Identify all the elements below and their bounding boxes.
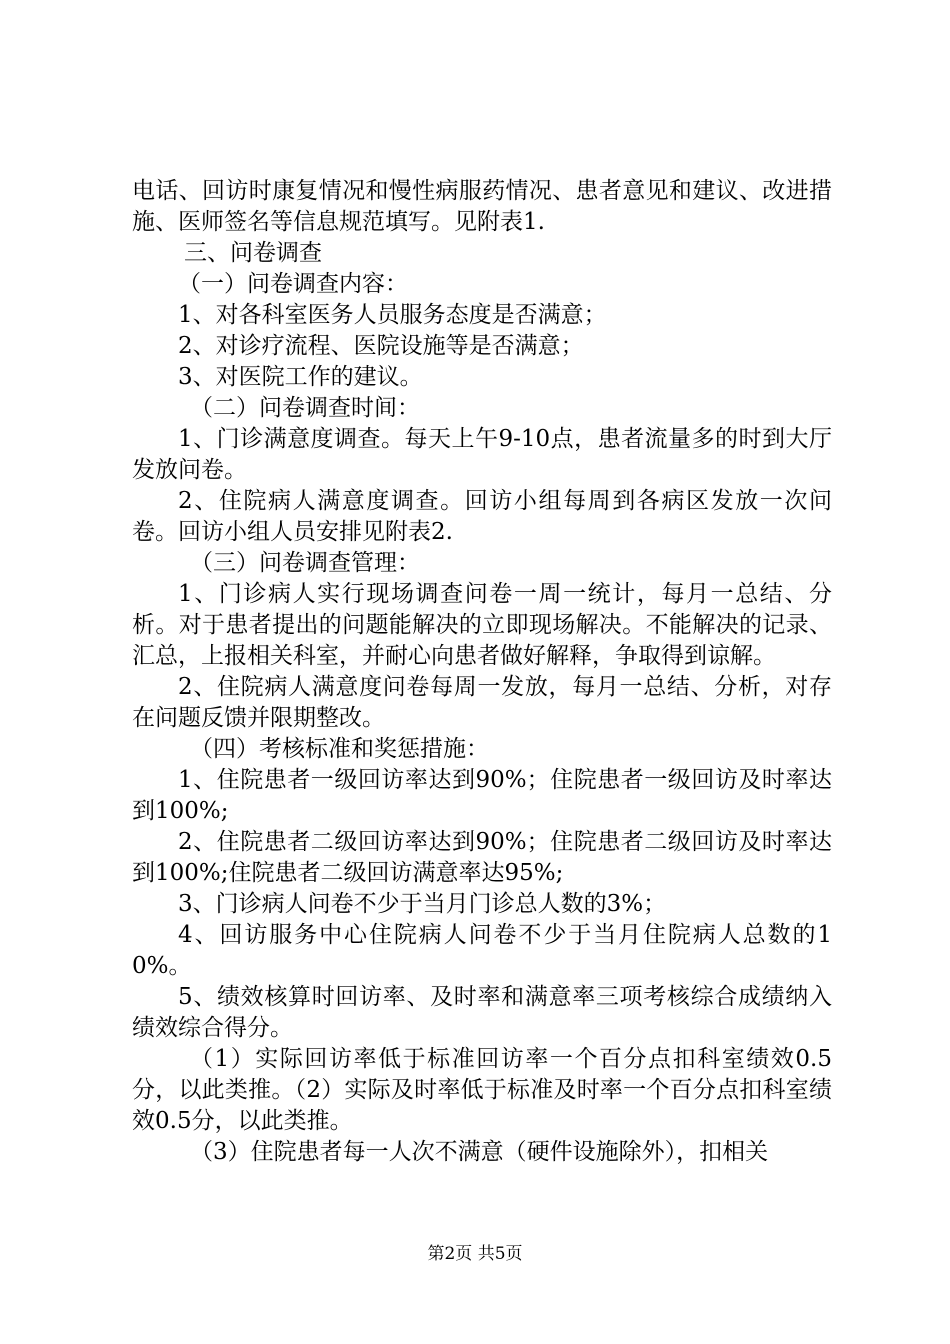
list-item-management-2: 2、住院病人满意度问卷每周一发放，每月一总结、分析，对存在问题反馈并限期整改。 <box>132 674 832 731</box>
page-number-footer: 第2页 共5页 <box>427 1244 523 1264</box>
paragraph-continuation: 电话、回访时康复情况和慢性病服药情况、患者意见和建议、改进措施、医师签名等信息规范填写。见附表1. <box>132 178 832 235</box>
list-item-time-2: 2、住院病人满意度调查。回访小组每周到各病区发放一次问卷。回访小组人员安排见附表2. <box>132 488 832 545</box>
list-item-rule-1-2: （1）实际回访率低于标准回访率一个百分点扣科室绩效0.5分，以此类推。（2）实际及时率低于标准及时率一个百分点扣科室绩效0.5分，以此类推。 <box>132 1046 832 1134</box>
list-item-assessment-2: 2、住院患者二级回访率达到90%；住院患者二级回访及时率达到100%;住院患者二级回访满意率达95%; <box>132 829 832 886</box>
list-item-management-1: 1、门诊病人实行现场调查问卷一周一统计，每月一总结、分析。对于患者提出的问题能解决的立即现场解决。不能解决的记录、汇总，上报相关科室，并耐心向患者做好解释，争取得到谅解。 <box>132 581 832 669</box>
list-item-assessment-4: 4、回访服务中心住院病人问卷不少于当月住院病人总数的10%。 <box>132 922 832 979</box>
subheading-time: （二）问卷调查时间： <box>190 395 420 421</box>
list-item-assessment-3: 3、门诊病人问卷不少于当月门诊总人数的3%； <box>178 891 667 917</box>
list-item-time-1: 1、门诊满意度调查。每天上午9-10点，患者流量多的时到大厅发放问卷。 <box>132 426 832 483</box>
subheading-management: （三）问卷调查管理： <box>190 550 420 576</box>
list-item-content-1: 1、对各科室医务人员服务态度是否满意； <box>178 302 607 328</box>
list-item-assessment-5: 5、绩效核算时回访率、及时率和满意率三项考核综合成绩纳入绩效综合得分。 <box>132 984 832 1041</box>
list-item-content-2: 2、对诊疗流程、医院设施等是否满意； <box>178 333 584 359</box>
section-heading-questionnaire: 三、问卷调查 <box>184 240 322 266</box>
list-item-rule-3: （3）住院患者每一人次不满意（硬件设施除外），扣相关 <box>190 1139 769 1165</box>
subheading-content: （一）问卷调查内容： <box>178 271 408 297</box>
document-body <box>132 176 832 1168</box>
list-item-content-3: 3、对医院工作的建议。 <box>178 364 423 390</box>
list-item-assessment-1: 1、住院患者一级回访率达到90%；住院患者一级回访及时率达到100%; <box>132 767 832 824</box>
subheading-assessment: （四）考核标准和奖惩措施： <box>190 736 489 762</box>
